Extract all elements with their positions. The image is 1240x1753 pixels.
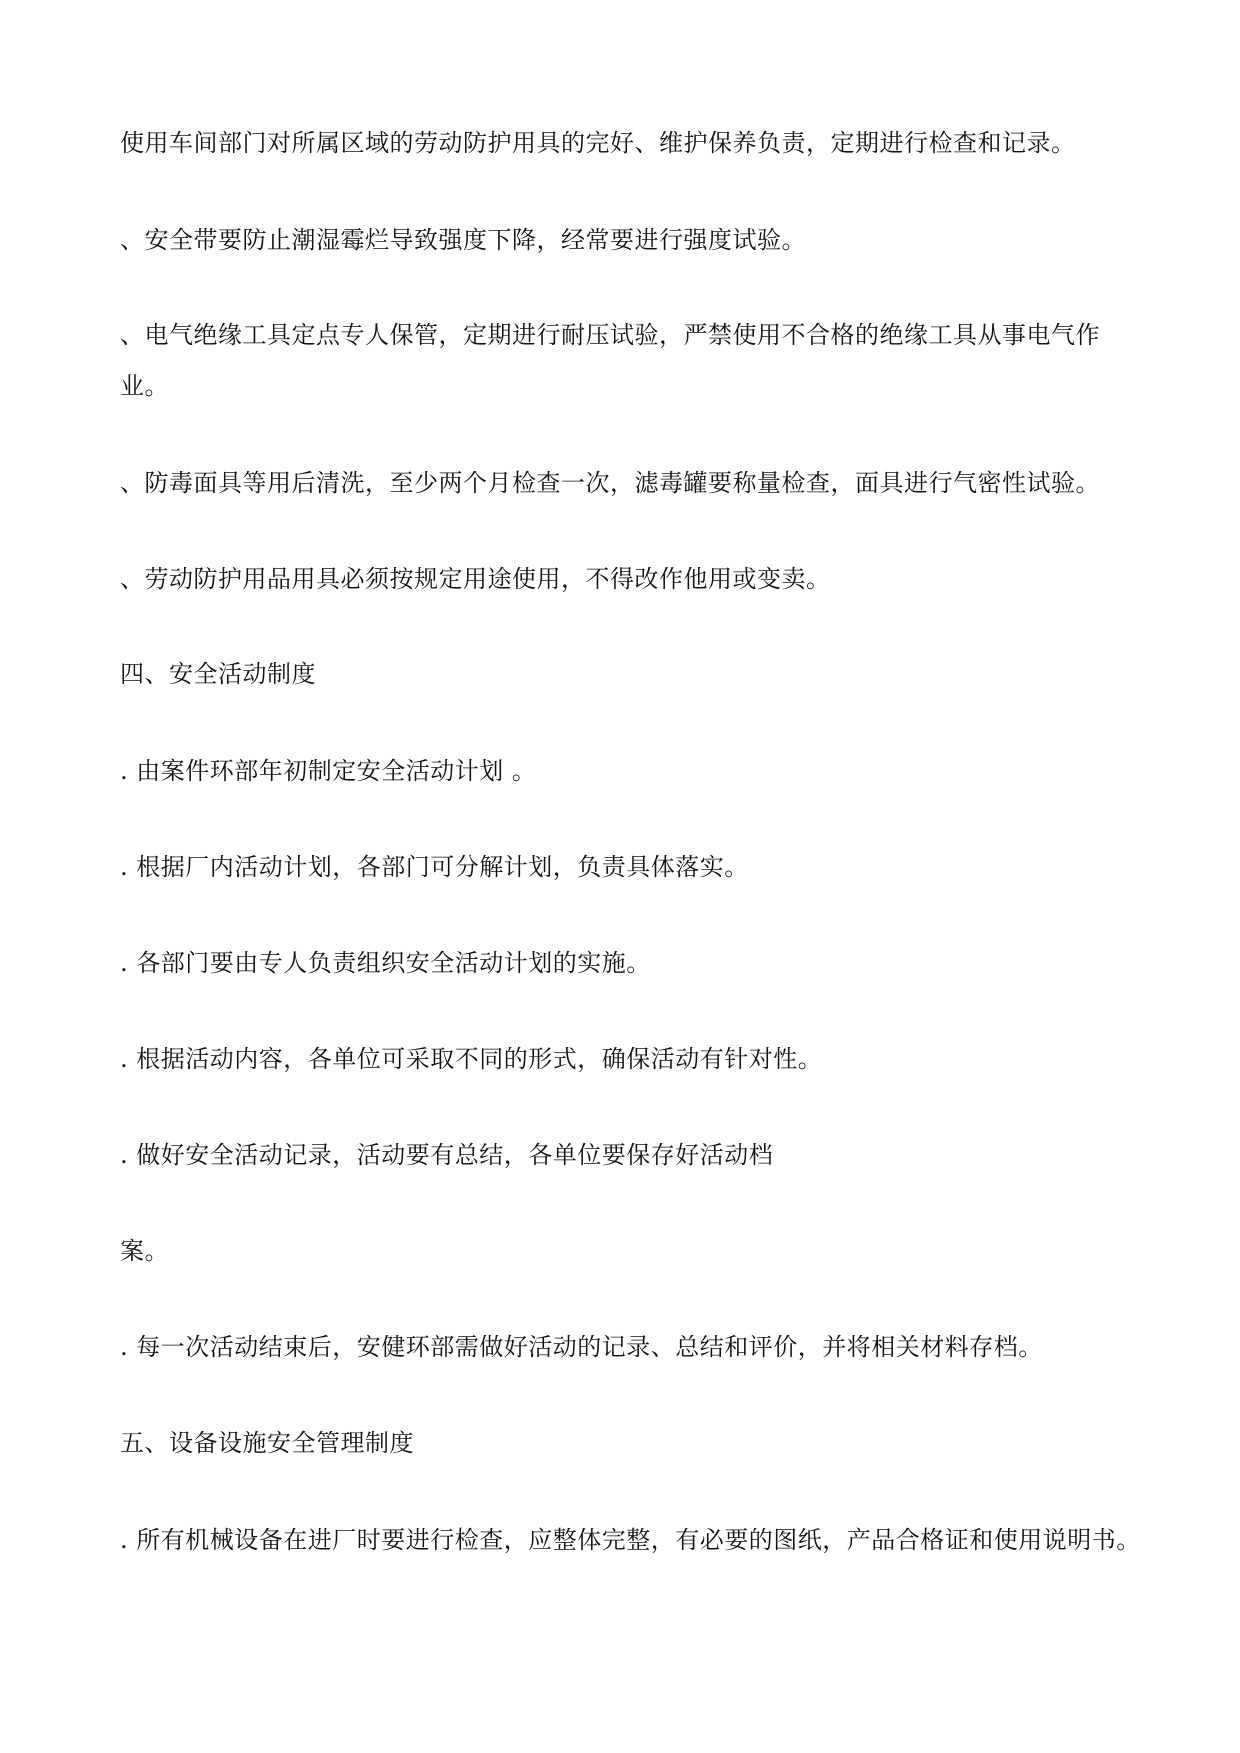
item-activity-evaluation: . 每一次活动结束后，安健环部需做好活动的记录、总结和评价，并将相关材料存档。	[120, 1333, 1043, 1361]
item-protective-equipment-usage: 、劳动防护用品用具必须按规定用途使用，不得改作他用或变卖。	[120, 565, 831, 593]
item-safety-belt: 、安全带要防止潮湿霉烂导致强度下降，经常要进行强度试验。	[120, 226, 806, 254]
item-activity-plan: . 由案件环部年初制定安全活动计划 。	[120, 757, 537, 785]
item-gas-mask: 、防毒面具等用后清洗，至少两个月检查一次，滤毒罐要称量检查，面具进行气密性试验。	[120, 469, 1100, 497]
section-heading-safety-activities: 四、安全活动制度	[120, 660, 316, 688]
item-activity-records: . 做好安全活动记录，活动要有总结，各单位要保存好活动档	[120, 1141, 774, 1169]
item-activity-records-continued: 案。	[120, 1237, 169, 1265]
item-equipment-inspection: . 所有机械设备在进厂时要进行检查，应整体完整，有必要的图纸，产品合格证和使用说明书。	[120, 1526, 1141, 1554]
item-activity-forms: . 根据活动内容，各单位可采取不同的形式，确保活动有针对性。	[120, 1045, 823, 1073]
section-heading-equipment-safety: 五、设备设施安全管理制度	[120, 1429, 414, 1457]
item-insulation-tools: 、电气绝缘工具定点专人保管，定期进行耐压试验，严禁使用不合格的绝缘工具从事电气作	[120, 321, 1100, 349]
item-insulation-tools-continued: 业。	[120, 372, 169, 400]
item-department-plan: . 根据厂内活动计划，各部门可分解计划，负责具体落实。	[120, 853, 749, 881]
paragraph-equipment-maintenance: 使用车间部门对所属区域的劳动防护用具的完好、维护保养负责，定期进行检查和记录。	[120, 129, 1076, 157]
item-responsible-person: . 各部门要由专人负责组织安全活动计划的实施。	[120, 949, 651, 977]
